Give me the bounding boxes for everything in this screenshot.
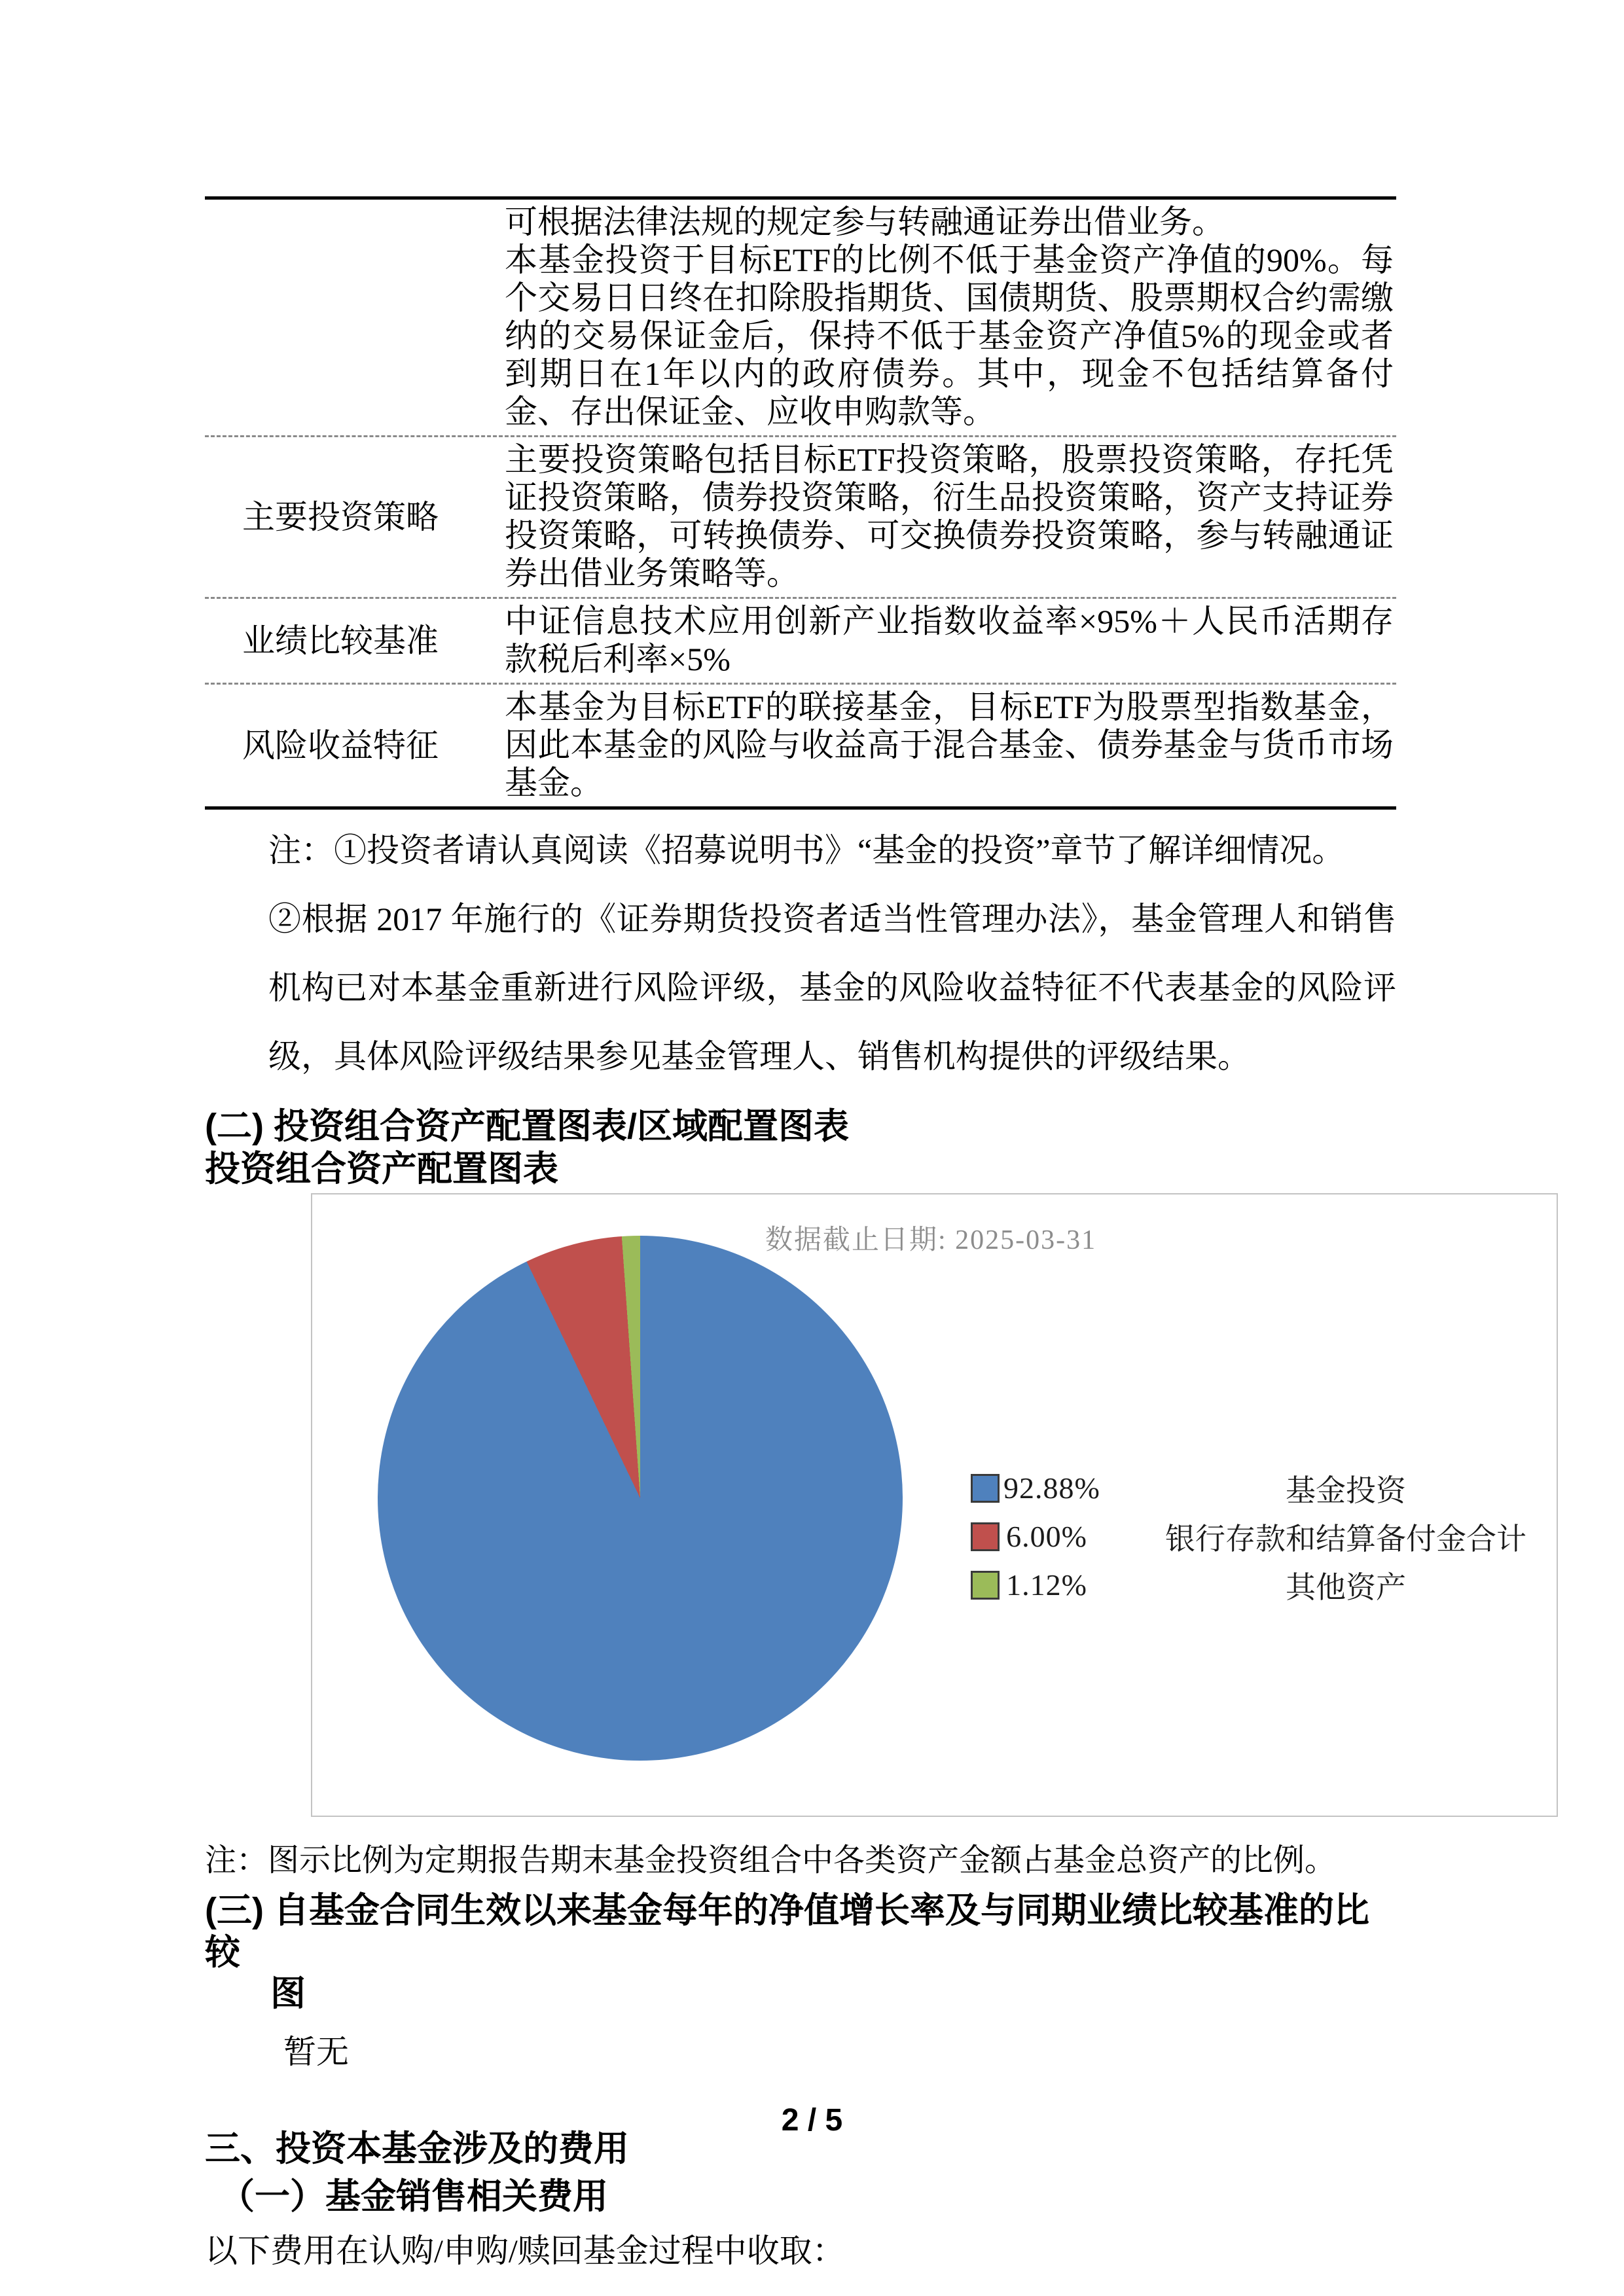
- note-paragraph: ②根据 2017 年施行的《证券期货投资者适当性管理办法》，基金管理人和销售机构已对本基金重新进行风险评级，基金的风险收益特征不代表基金的风险评级，具体风险评级结果参见基金管理人、销售机构提供的评级结果。: [268, 901, 1396, 1075]
- row-content: [505, 200, 1396, 435]
- page-number: 2 / 5: [781, 2103, 843, 2138]
- pie-chart: [378, 1236, 903, 1761]
- legend-percent: 1.12%: [1006, 1568, 1087, 1602]
- legend-swatch-icon: [971, 1522, 1000, 1551]
- table-notes: [205, 816, 1396, 1091]
- legend-row: [971, 1569, 1604, 1602]
- document-body: [205, 196, 1526, 2272]
- legend-row: [971, 1520, 1604, 1556]
- row-content-paragraph: 可根据法律法规的规定参与转融通证券出借业务。: [505, 204, 1225, 240]
- section2-subheading: 投资组合资产配置图表: [205, 1149, 558, 1189]
- section4-subheading: （一）基金销售相关费用: [219, 2176, 608, 2216]
- row-label: 风险收益特征: [242, 727, 439, 764]
- row-content-paragraph: 本基金为目标ETF的联接基金，目标ETF为股票型指数基金，因此本基金的风险与收益高于混合基金、债券基金与货币市场基金。: [505, 689, 1394, 801]
- table-row: [205, 599, 1396, 685]
- section3-body: 暂无: [283, 2034, 349, 2071]
- row-content-paragraph: 中证信息技术应用创新产业指数收益率×95%＋人民币活期存款税后利率×5%: [505, 603, 1394, 677]
- legend-swatch-icon: [971, 1571, 1000, 1600]
- row-content: [505, 685, 1396, 806]
- legend-percent: 92.88%: [1003, 1471, 1100, 1505]
- note-paragraph: 注：①投资者请认真阅读《招募说明书》“基金的投资”章节了解详细情况。: [268, 832, 1345, 869]
- legend-percent: 6.00%: [1006, 1520, 1087, 1554]
- legend-label: 银行存款和结算备付金合计: [1165, 1522, 1526, 1556]
- legend-label: 基金投资: [1286, 1473, 1406, 1507]
- table-row: [205, 685, 1396, 806]
- legend-swatch-icon: [971, 1474, 1000, 1503]
- row-label: 业绩比较基准: [242, 622, 439, 659]
- fund-info-table: [205, 196, 1396, 810]
- chart-legend: [971, 1472, 1604, 1617]
- section3-heading: [205, 1890, 1396, 2015]
- fees-intro-text: 以下费用在认购/申购/赎回基金过程中收取：: [205, 2232, 845, 2269]
- legend-row: [971, 1472, 1604, 1505]
- row-content-paragraph: 本基金投资于目标ETF的比例不低于基金资产净值的90%。每个交易日日终在扣除股指期货、国债期货、股票期权合约需缴纳的交易保证金后，保持不低于基金资产净值5%的现金或者到期日在1年以内的政府债券。其中，现金不包括结算备付金、存出保证金、应收申购款等。: [505, 242, 1394, 430]
- table-row: [205, 437, 1396, 599]
- chart-note: 注：图示比例为定期报告期末基金投资组合中各类资产金额占基金总资产的比例。: [205, 1842, 1337, 1878]
- row-content: [505, 599, 1396, 683]
- row-content: [505, 437, 1396, 597]
- section4-heading: 三、投资本基金涉及的费用: [205, 2129, 629, 2169]
- legend-label: 其他资产: [1286, 1570, 1406, 1604]
- asset-allocation-chart: [311, 1193, 1558, 1817]
- row-content-paragraph: 主要投资策略包括目标ETF投资策略，股票投资策略，存托凭证投资策略，债券投资策略，衍生品投资策略，资产支持证券投资策略，可转换债券、可交换债券投资策略，参与转融通证券出借业务策略等。: [505, 441, 1394, 592]
- row-label: [205, 200, 505, 435]
- chart-date-label: 数据截止日期: 2025-03-31: [765, 1225, 1097, 1255]
- section3-heading-line2: 图: [270, 1974, 306, 2014]
- section2-heading: (二) 投资组合资产配置图表/区域配置图表: [205, 1107, 849, 1146]
- table-row: [205, 200, 1396, 437]
- section3-heading-line1: (三) 自基金合同生效以来基金每年的净值增长率及与同期业绩比较基准的比较: [205, 1890, 1369, 1972]
- row-label: 主要投资策略: [242, 499, 439, 535]
